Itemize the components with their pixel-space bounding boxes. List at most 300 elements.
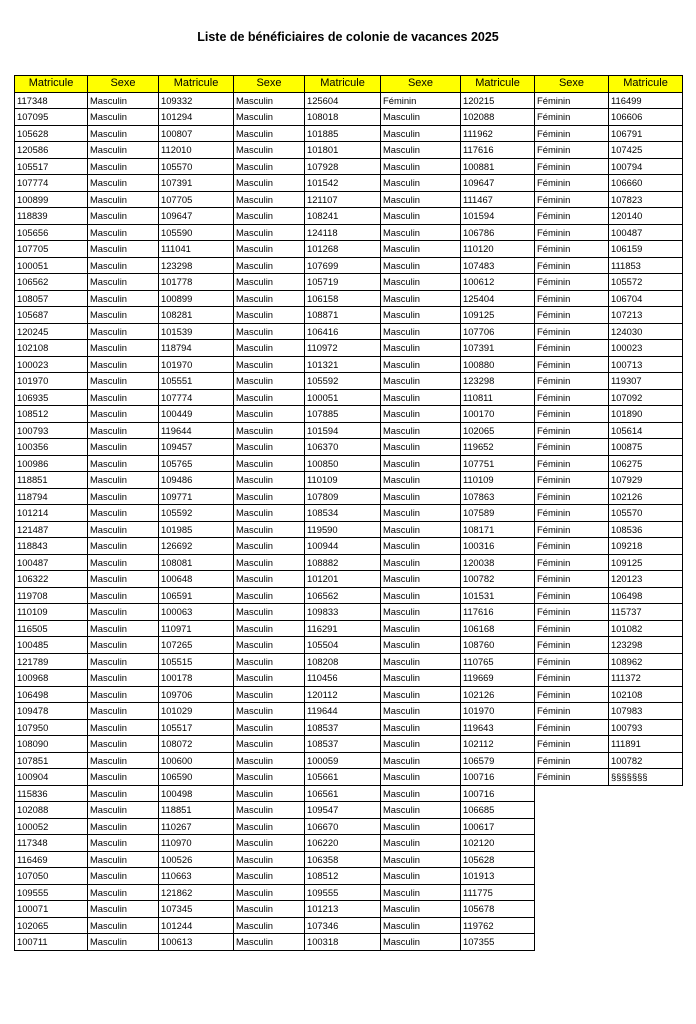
table-cell: Masculin <box>234 389 305 406</box>
table-cell: 100498 <box>159 785 234 802</box>
table-row <box>15 901 683 918</box>
table-cell: Féminin <box>535 241 609 258</box>
table-cell: Masculin <box>381 109 461 126</box>
column-header: Matricule <box>305 76 381 93</box>
table-cell: Masculin <box>234 356 305 373</box>
table-cell: Masculin <box>381 373 461 390</box>
table-cell: 120245 <box>15 323 88 340</box>
table-row <box>15 109 683 126</box>
table-cell: Masculin <box>234 505 305 522</box>
table-cell: Masculin <box>234 307 305 324</box>
table-cell: 109125 <box>461 307 535 324</box>
table-cell: 101885 <box>305 125 381 142</box>
table-cell: 112010 <box>159 142 234 159</box>
table-cell: 100071 <box>15 901 88 918</box>
table-cell: 100881 <box>461 158 535 175</box>
table-cell: 105517 <box>159 719 234 736</box>
table-cell: 109555 <box>305 884 381 901</box>
table-cell: Masculin <box>234 175 305 192</box>
table-row <box>15 439 683 456</box>
table-cell: Féminin <box>535 340 609 357</box>
table-cell: Féminin <box>535 307 609 324</box>
table-cell: 100875 <box>609 439 683 456</box>
table-cell: 119669 <box>461 670 535 687</box>
table-cell: Masculin <box>381 620 461 637</box>
table-cell: Masculin <box>88 818 159 835</box>
table-cell: 119643 <box>461 719 535 736</box>
table-cell: Masculin <box>88 439 159 456</box>
table-cell: 116505 <box>15 620 88 637</box>
table-cell: 100986 <box>15 455 88 472</box>
table-cell: 107346 <box>305 917 381 934</box>
table-cell: Masculin <box>88 752 159 769</box>
table-cell: 111962 <box>461 125 535 142</box>
table-cell: Masculin <box>234 686 305 703</box>
table-cell: 107928 <box>305 158 381 175</box>
table-row <box>15 323 683 340</box>
table-cell: Masculin <box>88 323 159 340</box>
table-cell: 106786 <box>461 224 535 241</box>
table-cell: 107391 <box>159 175 234 192</box>
table-cell: 100617 <box>461 818 535 835</box>
table-cell: Masculin <box>381 538 461 555</box>
table-cell: Masculin <box>88 488 159 505</box>
table-cell: Féminin <box>535 439 609 456</box>
table-row <box>15 290 683 307</box>
table-cell: 106168 <box>461 620 535 637</box>
table-cell: Masculin <box>88 92 159 109</box>
table-cell: 115737 <box>609 604 683 621</box>
table-cell: 105515 <box>159 653 234 670</box>
empty-cell <box>609 802 683 819</box>
table-cell: 101801 <box>305 142 381 159</box>
table-cell: 110663 <box>159 868 234 885</box>
table-cell: 100648 <box>159 571 234 588</box>
table-cell: 100899 <box>159 290 234 307</box>
table-cell: Masculin <box>88 175 159 192</box>
table-cell: Féminin <box>535 703 609 720</box>
table-cell: 107863 <box>461 488 535 505</box>
table-cell: Masculin <box>88 571 159 588</box>
table-cell: Masculin <box>88 835 159 852</box>
table-cell: 118794 <box>15 488 88 505</box>
table-cell: Masculin <box>234 439 305 456</box>
table-cell: Masculin <box>88 109 159 126</box>
table-cell: 101778 <box>159 274 234 291</box>
empty-cell <box>535 917 609 934</box>
column-header: Matricule <box>15 76 88 93</box>
table-cell: Masculin <box>88 290 159 307</box>
empty-cell <box>609 917 683 934</box>
table-cell: Féminin <box>535 208 609 225</box>
table-cell: 109478 <box>15 703 88 720</box>
table-cell: 108512 <box>15 406 88 423</box>
table-cell: 106579 <box>461 752 535 769</box>
table-cell: Masculin <box>234 769 305 786</box>
table-cell: 124118 <box>305 224 381 241</box>
table-cell: Masculin <box>88 191 159 208</box>
table-cell: Masculin <box>234 521 305 538</box>
table-cell: Féminin <box>535 158 609 175</box>
table-row <box>15 554 683 571</box>
table-cell: Masculin <box>381 125 461 142</box>
empty-cell <box>535 868 609 885</box>
empty-cell <box>609 934 683 951</box>
table-cell: 101594 <box>305 422 381 439</box>
table-cell: 105719 <box>305 274 381 291</box>
table-cell: Féminin <box>535 752 609 769</box>
table-cell: Masculin <box>88 356 159 373</box>
table-cell: Masculin <box>234 785 305 802</box>
table-cell: 101321 <box>305 356 381 373</box>
table-cell: Féminin <box>535 686 609 703</box>
table-cell: Masculin <box>381 769 461 786</box>
table-row <box>15 818 683 835</box>
table-cell: Masculin <box>381 439 461 456</box>
table-cell: 101531 <box>461 587 535 604</box>
table-cell: 110120 <box>461 241 535 258</box>
table-cell: 105551 <box>159 373 234 390</box>
table-cell: 118794 <box>159 340 234 357</box>
table-cell: 100059 <box>305 752 381 769</box>
table-cell: 107213 <box>609 307 683 324</box>
table-cell: Masculin <box>234 538 305 555</box>
table-cell: 123298 <box>461 373 535 390</box>
table-cell: Masculin <box>234 373 305 390</box>
table-row <box>15 653 683 670</box>
table-cell: 109647 <box>159 208 234 225</box>
empty-cell <box>609 818 683 835</box>
empty-cell <box>535 785 609 802</box>
table-cell: Masculin <box>88 521 159 538</box>
table-cell: 100023 <box>609 340 683 357</box>
table-cell: 119644 <box>159 422 234 439</box>
table-row <box>15 934 683 951</box>
table-cell: Masculin <box>88 554 159 571</box>
table-cell: 101970 <box>15 373 88 390</box>
table-cell: 101539 <box>159 323 234 340</box>
table-row <box>15 538 683 555</box>
table-cell: 100485 <box>15 637 88 654</box>
table-cell: Féminin <box>535 521 609 538</box>
table-cell: Féminin <box>535 191 609 208</box>
table-cell: Masculin <box>88 422 159 439</box>
table-cell: 124030 <box>609 323 683 340</box>
empty-cell <box>609 901 683 918</box>
table-cell: Féminin <box>535 257 609 274</box>
table-cell: 105661 <box>305 769 381 786</box>
table-cell: Masculin <box>234 488 305 505</box>
table-cell: 106358 <box>305 851 381 868</box>
table-cell: Féminin <box>535 472 609 489</box>
table-cell: 101970 <box>461 703 535 720</box>
table-cell: Masculin <box>381 554 461 571</box>
table-cell: Masculin <box>381 670 461 687</box>
table-cell: 101201 <box>305 571 381 588</box>
table-cell: 106791 <box>609 125 683 142</box>
table-cell: 101913 <box>461 868 535 885</box>
table-cell: 107589 <box>461 505 535 522</box>
table-cell: Féminin <box>535 736 609 753</box>
table-row <box>15 191 683 208</box>
table-cell: Masculin <box>88 703 159 720</box>
table-cell: Masculin <box>88 901 159 918</box>
table-cell: 119708 <box>15 587 88 604</box>
table-cell: Masculin <box>88 389 159 406</box>
table-cell: 109218 <box>609 538 683 555</box>
table-cell: Masculin <box>88 208 159 225</box>
table-cell: Masculin <box>88 868 159 885</box>
table-cell: Masculin <box>381 703 461 720</box>
column-header: Sexe <box>234 76 305 93</box>
table-cell: Masculin <box>234 884 305 901</box>
table-cell: 121107 <box>305 191 381 208</box>
table-row <box>15 686 683 703</box>
table-cell: Masculin <box>381 719 461 736</box>
table-cell: 109833 <box>305 604 381 621</box>
table-cell: 107092 <box>609 389 683 406</box>
table-cell: Masculin <box>88 505 159 522</box>
table-row <box>15 307 683 324</box>
table-cell: Masculin <box>381 422 461 439</box>
table-cell: 102126 <box>609 488 683 505</box>
table-cell: 106704 <box>609 290 683 307</box>
table-cell: 105592 <box>159 505 234 522</box>
table-cell: 106935 <box>15 389 88 406</box>
table-cell: 110109 <box>305 472 381 489</box>
table-cell: 120123 <box>609 571 683 588</box>
table-cell: 100807 <box>159 125 234 142</box>
table-cell: Masculin <box>88 274 159 291</box>
table-cell: 107885 <box>305 406 381 423</box>
table-cell: Masculin <box>88 142 159 159</box>
table-cell: 107706 <box>461 323 535 340</box>
table-cell: Masculin <box>234 934 305 951</box>
table-cell: 123298 <box>159 257 234 274</box>
table-row <box>15 274 683 291</box>
table-cell: 118851 <box>15 472 88 489</box>
table-row <box>15 340 683 357</box>
table-cell: 102088 <box>15 802 88 819</box>
table-row <box>15 571 683 588</box>
column-header: Sexe <box>535 76 609 93</box>
table-cell: Masculin <box>381 455 461 472</box>
table-cell: Masculin <box>88 637 159 654</box>
table-cell: Masculin <box>381 257 461 274</box>
table-cell: Féminin <box>535 620 609 637</box>
table-cell: 100170 <box>461 406 535 423</box>
table-cell: Masculin <box>88 538 159 555</box>
table-cell: Masculin <box>381 389 461 406</box>
table-row <box>15 406 683 423</box>
table-cell: Masculin <box>381 835 461 852</box>
table-cell: Masculin <box>88 736 159 753</box>
table-cell: Masculin <box>234 802 305 819</box>
table-cell: 107774 <box>15 175 88 192</box>
table-row <box>15 208 683 225</box>
table-cell: 106590 <box>159 769 234 786</box>
table-cell: Masculin <box>381 340 461 357</box>
table-cell: Masculin <box>234 472 305 489</box>
column-header: Matricule <box>609 76 683 93</box>
table-cell: Masculin <box>88 241 159 258</box>
table-cell: 100968 <box>15 670 88 687</box>
table-cell: 106275 <box>609 455 683 472</box>
table-cell: 105504 <box>305 637 381 654</box>
table-cell: 100944 <box>305 538 381 555</box>
table-cell: 107705 <box>15 241 88 258</box>
table-row <box>15 373 683 390</box>
table-cell: 111372 <box>609 670 683 687</box>
table-cell: Féminin <box>535 505 609 522</box>
table-cell: 109706 <box>159 686 234 703</box>
table-cell: Masculin <box>234 455 305 472</box>
table-row <box>15 802 683 819</box>
table-cell: Masculin <box>381 472 461 489</box>
table-cell: 102126 <box>461 686 535 703</box>
table-cell: Masculin <box>88 455 159 472</box>
table-cell: Féminin <box>535 274 609 291</box>
empty-cell <box>609 835 683 852</box>
table-row <box>15 604 683 621</box>
table-cell: 101294 <box>159 109 234 126</box>
column-header: Sexe <box>381 76 461 93</box>
table-cell: 118851 <box>159 802 234 819</box>
table-cell: 106562 <box>15 274 88 291</box>
table-cell: 101268 <box>305 241 381 258</box>
table-cell: Masculin <box>234 109 305 126</box>
table-row <box>15 703 683 720</box>
table-cell: 102112 <box>461 736 535 753</box>
table-row <box>15 224 683 241</box>
table-cell: 116469 <box>15 851 88 868</box>
table-cell: Masculin <box>234 290 305 307</box>
table-cell: Féminin <box>535 92 609 109</box>
table-cell: 108090 <box>15 736 88 753</box>
table-cell: Masculin <box>234 637 305 654</box>
table-cell: 105570 <box>609 505 683 522</box>
table-cell: 107774 <box>159 389 234 406</box>
table-cell: 107050 <box>15 868 88 885</box>
table-cell: Masculin <box>381 637 461 654</box>
table-cell: 102088 <box>461 109 535 126</box>
table-cell: 106606 <box>609 109 683 126</box>
table-cell: 118839 <box>15 208 88 225</box>
table-cell: 110972 <box>305 340 381 357</box>
table-cell: 101082 <box>609 620 683 637</box>
table-cell: Masculin <box>234 703 305 720</box>
table-cell: 107929 <box>609 472 683 489</box>
table-cell: 107345 <box>159 901 234 918</box>
table-cell: Féminin <box>535 637 609 654</box>
empty-cell <box>535 818 609 835</box>
table-cell: 110456 <box>305 670 381 687</box>
table-cell: 109547 <box>305 802 381 819</box>
table-cell: 105590 <box>159 224 234 241</box>
table-cell: 100711 <box>15 934 88 951</box>
table-cell: 102108 <box>15 340 88 357</box>
table-cell: 102065 <box>461 422 535 439</box>
table-body <box>15 92 683 950</box>
table-cell: Masculin <box>88 851 159 868</box>
table-cell: Masculin <box>381 307 461 324</box>
table-cell: Masculin <box>234 571 305 588</box>
table-cell: 107391 <box>461 340 535 357</box>
table-row <box>15 719 683 736</box>
table-cell: Masculin <box>381 290 461 307</box>
table-cell: 115836 <box>15 785 88 802</box>
table-cell: 100612 <box>461 274 535 291</box>
table-cell: 121862 <box>159 884 234 901</box>
table-cell: 100023 <box>15 356 88 373</box>
table-cell: 111853 <box>609 257 683 274</box>
table-cell: Masculin <box>381 224 461 241</box>
table-cell: Masculin <box>234 917 305 934</box>
table-cell: 100793 <box>15 422 88 439</box>
table-cell: Masculin <box>88 224 159 241</box>
table-cell: Masculin <box>234 406 305 423</box>
table-cell: 101890 <box>609 406 683 423</box>
table-cell: 107265 <box>159 637 234 654</box>
table-cell: Masculin <box>234 224 305 241</box>
table-cell: Féminin <box>535 373 609 390</box>
table-cell: Masculin <box>88 884 159 901</box>
table-cell: 123298 <box>609 637 683 654</box>
table-cell: 105628 <box>461 851 535 868</box>
table-cell: 118843 <box>15 538 88 555</box>
empty-cell <box>609 851 683 868</box>
table-cell: Masculin <box>88 406 159 423</box>
table-cell: 119652 <box>461 439 535 456</box>
table-row <box>15 736 683 753</box>
table-cell: 108072 <box>159 736 234 753</box>
table-cell: 110811 <box>461 389 535 406</box>
table-cell: 119644 <box>305 703 381 720</box>
table-cell: Masculin <box>381 191 461 208</box>
table-row <box>15 670 683 687</box>
table-cell: 119307 <box>609 373 683 390</box>
table-cell: 100613 <box>159 934 234 951</box>
table-cell: 100316 <box>461 538 535 555</box>
table-cell: Féminin <box>535 125 609 142</box>
table-cell: Masculin <box>381 208 461 225</box>
empty-cell <box>535 884 609 901</box>
table-cell: Masculin <box>234 620 305 637</box>
table-cell: 105765 <box>159 455 234 472</box>
table-cell: Masculin <box>234 257 305 274</box>
table-cell: 101213 <box>305 901 381 918</box>
page-title: Liste de bénéficiaires de colonie de vacances 2025 <box>197 30 499 44</box>
table-cell: 119762 <box>461 917 535 934</box>
table-cell: 105570 <box>159 158 234 175</box>
table-cell: Masculin <box>88 125 159 142</box>
table-cell: Masculin <box>381 521 461 538</box>
table-cell: Masculin <box>381 818 461 835</box>
table-cell: 108962 <box>609 653 683 670</box>
column-header: Matricule <box>461 76 535 93</box>
table-cell: 106591 <box>159 587 234 604</box>
table-cell: 105656 <box>15 224 88 241</box>
table-cell: 106670 <box>305 818 381 835</box>
table-cell: 110765 <box>461 653 535 670</box>
table-cell: 108018 <box>305 109 381 126</box>
table-cell: 100449 <box>159 406 234 423</box>
empty-cell <box>535 934 609 951</box>
table-cell: Féminin <box>535 538 609 555</box>
table-cell: 109125 <box>609 554 683 571</box>
table-cell: Masculin <box>234 719 305 736</box>
table-cell: Masculin <box>381 356 461 373</box>
